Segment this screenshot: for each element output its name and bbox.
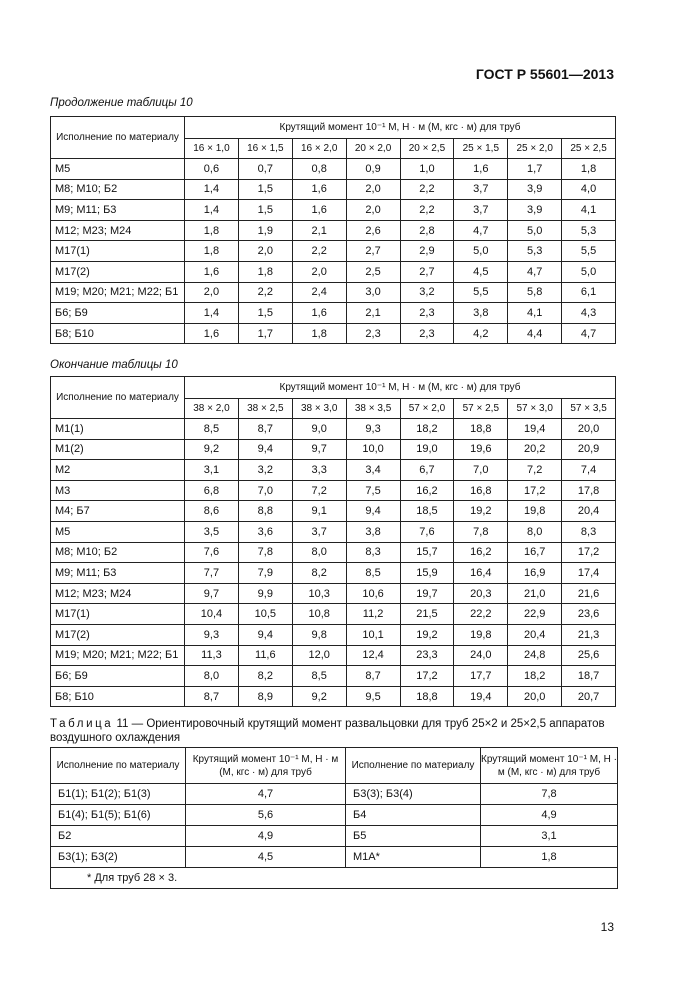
- cell-value: 12,4: [346, 645, 400, 666]
- table-row: [51, 542, 616, 563]
- header-material: Исполнение по материалу: [51, 117, 185, 159]
- cell-value: 17,2: [562, 542, 616, 563]
- cell-value: 3,7: [454, 200, 508, 221]
- table-row: [51, 563, 616, 584]
- material-cell: М1А*: [346, 847, 481, 868]
- cell-value: 2,2: [400, 179, 454, 200]
- row-label: М8; М10; Б2: [51, 179, 185, 200]
- cell-value: 2,7: [346, 241, 400, 262]
- table-row: [51, 419, 616, 440]
- table-row: [51, 220, 616, 241]
- cell-value: 6,8: [185, 480, 239, 501]
- cell-value: 9,4: [238, 624, 292, 645]
- cell-value: 8,0: [508, 521, 562, 542]
- table-row: [51, 645, 616, 666]
- cell-value: 7,2: [508, 460, 562, 481]
- cell-value: 4,1: [508, 303, 562, 324]
- cell-value: 8,7: [185, 686, 239, 707]
- row-label: М12; М23; М24: [51, 583, 185, 604]
- cell-value: 11,2: [346, 604, 400, 625]
- cell-value: 1,8: [562, 159, 616, 180]
- material-cell: Б3(3); Б3(4): [346, 784, 481, 805]
- cell-value: 19,4: [454, 686, 508, 707]
- cell-value: 19,4: [508, 419, 562, 440]
- cell-value: 11,3: [185, 645, 239, 666]
- torque-cell: 5,6: [186, 805, 346, 826]
- cell-value: 3,9: [508, 200, 562, 221]
- row-label: М1(2): [51, 439, 185, 460]
- table-row: [51, 439, 616, 460]
- cell-value: 0,6: [185, 159, 239, 180]
- cell-value: 2,0: [238, 241, 292, 262]
- cell-value: 2,5: [346, 261, 400, 282]
- cell-value: 1,6: [185, 323, 239, 344]
- cell-value: 1,9: [238, 220, 292, 241]
- cell-value: 2,0: [185, 282, 239, 303]
- cell-value: 18,8: [454, 419, 508, 440]
- table-row: [51, 784, 618, 805]
- cell-value: 17,8: [562, 480, 616, 501]
- row-label: М17(1): [51, 241, 185, 262]
- cell-value: 19,2: [400, 624, 454, 645]
- cell-value: 9,4: [238, 439, 292, 460]
- cell-value: 21,6: [562, 583, 616, 604]
- material-cell: Б4: [346, 805, 481, 826]
- material-cell: Б1(4); Б1(5); Б1(6): [51, 805, 186, 826]
- cell-value: 17,2: [400, 666, 454, 687]
- cell-value: 22,2: [454, 604, 508, 625]
- cell-value: 10,8: [292, 604, 346, 625]
- cell-value: 18,2: [400, 419, 454, 440]
- table11-caption-text: 11 — Ориентировочный крутящий момент развальцовки для труб 25×2 и 25×2,5 аппаратов воздушного охлаждения: [50, 718, 605, 744]
- row-label: М17(2): [51, 261, 185, 282]
- cell-value: 4,7: [454, 220, 508, 241]
- torque-cell: 4,5: [186, 847, 346, 868]
- cell-value: 1,6: [292, 303, 346, 324]
- cell-value: 8,3: [346, 542, 400, 563]
- table-row: [51, 282, 616, 303]
- cell-value: 25,6: [562, 645, 616, 666]
- cell-value: 2,0: [346, 200, 400, 221]
- cell-value: 15,7: [400, 542, 454, 563]
- cell-value: 1,6: [292, 200, 346, 221]
- cell-value: 8,9: [238, 686, 292, 707]
- cell-value: 5,0: [454, 241, 508, 262]
- table-row: [51, 159, 616, 180]
- cell-value: 1,7: [508, 159, 562, 180]
- cell-value: 1,0: [400, 159, 454, 180]
- table-row: [51, 666, 616, 687]
- cell-value: 9,8: [292, 624, 346, 645]
- cell-value: 9,7: [185, 583, 239, 604]
- footnote: * Для труб 28 × 3.: [51, 868, 618, 889]
- row-label: М19; М20; М21; М22; Б1: [51, 282, 185, 303]
- cell-value: 5,0: [562, 261, 616, 282]
- cell-value: 9,4: [346, 501, 400, 522]
- table11-caption-word: Таблица: [50, 718, 114, 730]
- cell-value: 8,2: [238, 666, 292, 687]
- cell-value: 20,2: [508, 439, 562, 460]
- cell-value: 2,4: [292, 282, 346, 303]
- cell-value: 1,8: [292, 323, 346, 344]
- size-header: 20 × 2,0: [346, 139, 400, 159]
- cell-value: 7,6: [400, 521, 454, 542]
- cell-value: 18,2: [508, 666, 562, 687]
- table-row: [51, 200, 616, 221]
- table-row: [51, 826, 618, 847]
- cell-value: 3,7: [292, 521, 346, 542]
- cell-value: 2,0: [292, 261, 346, 282]
- cell-value: 4,5: [454, 261, 508, 282]
- cell-value: 24,8: [508, 645, 562, 666]
- cell-value: 4,3: [562, 303, 616, 324]
- cell-value: 8,3: [562, 521, 616, 542]
- material-cell: Б1(1); Б1(2); Б1(3): [51, 784, 186, 805]
- material-cell: Б2: [51, 826, 186, 847]
- table10b-caption: Окончание таблицы 10: [50, 359, 178, 371]
- torque-cell: 3,1: [481, 826, 618, 847]
- cell-value: 2,6: [346, 220, 400, 241]
- size-header: 20 × 2,5: [400, 139, 454, 159]
- cell-value: 17,2: [508, 480, 562, 501]
- table-row: [51, 624, 616, 645]
- table-row: [51, 805, 618, 826]
- header-torque-2: Крутящий момент 10⁻¹ М, Н · м (М, кгс · м) для труб: [481, 748, 618, 784]
- cell-value: 15,9: [400, 563, 454, 584]
- header-torque-1: Крутящий момент 10⁻¹ М, Н · м (М, кгс · м) для труб: [186, 748, 346, 784]
- cell-value: 7,7: [185, 563, 239, 584]
- cell-value: 19,8: [454, 624, 508, 645]
- header-material-1: Исполнение по материалу: [51, 748, 186, 784]
- cell-value: 10,3: [292, 583, 346, 604]
- cell-value: 0,8: [292, 159, 346, 180]
- size-header: 38 × 3,5: [346, 399, 400, 419]
- cell-value: 8,0: [185, 666, 239, 687]
- cell-value: 3,6: [238, 521, 292, 542]
- cell-value: 5,5: [454, 282, 508, 303]
- cell-value: 2,9: [400, 241, 454, 262]
- cell-value: 3,2: [400, 282, 454, 303]
- cell-value: 3,2: [238, 460, 292, 481]
- cell-value: 7,6: [185, 542, 239, 563]
- size-header: 57 × 2,0: [400, 399, 454, 419]
- footnote-row: [51, 868, 618, 889]
- cell-value: 23,6: [562, 604, 616, 625]
- cell-value: 9,5: [346, 686, 400, 707]
- cell-value: 10,5: [238, 604, 292, 625]
- table-row: [51, 583, 616, 604]
- cell-value: 18,7: [562, 666, 616, 687]
- row-label: М12; М23; М24: [51, 220, 185, 241]
- cell-value: 1,6: [185, 261, 239, 282]
- cell-value: 24,0: [454, 645, 508, 666]
- row-label: М2: [51, 460, 185, 481]
- size-header: 38 × 2,0: [185, 399, 239, 419]
- cell-value: 7,2: [292, 480, 346, 501]
- table-row: [51, 604, 616, 625]
- size-header: 25 × 1,5: [454, 139, 508, 159]
- standard-number: ГОСТ Р 55601—2013: [475, 66, 614, 82]
- size-header: 57 × 3,0: [508, 399, 562, 419]
- cell-value: 17,4: [562, 563, 616, 584]
- cell-value: 1,4: [185, 179, 239, 200]
- cell-value: 10,1: [346, 624, 400, 645]
- cell-value: 8,5: [185, 419, 239, 440]
- cell-value: 20,4: [508, 624, 562, 645]
- cell-value: 20,0: [562, 419, 616, 440]
- page-number: 13: [600, 920, 614, 934]
- cell-value: 9,3: [346, 419, 400, 440]
- table-row: [51, 480, 616, 501]
- cell-value: 1,5: [238, 200, 292, 221]
- table-row: [51, 303, 616, 324]
- cell-value: 19,2: [454, 501, 508, 522]
- size-header: 38 × 3,0: [292, 399, 346, 419]
- cell-value: 1,8: [185, 220, 239, 241]
- size-header: 16 × 1,5: [238, 139, 292, 159]
- cell-value: 19,6: [454, 439, 508, 460]
- table-row: [51, 521, 616, 542]
- cell-value: 2,2: [292, 241, 346, 262]
- cell-value: 7,8: [238, 542, 292, 563]
- cell-value: 21,5: [400, 604, 454, 625]
- cell-value: 11,6: [238, 645, 292, 666]
- cell-value: 3,7: [454, 179, 508, 200]
- size-header: 16 × 1,0: [185, 139, 239, 159]
- size-header: 25 × 2,5: [562, 139, 616, 159]
- cell-value: 7,0: [454, 460, 508, 481]
- row-label: М1(1): [51, 419, 185, 440]
- cell-value: 4,1: [562, 200, 616, 221]
- cell-value: 8,2: [292, 563, 346, 584]
- cell-value: 18,8: [400, 686, 454, 707]
- table-11: [50, 747, 618, 889]
- cell-value: 9,0: [292, 419, 346, 440]
- cell-value: 3,8: [346, 521, 400, 542]
- cell-value: 16,7: [508, 542, 562, 563]
- table-row: [51, 261, 616, 282]
- cell-value: 16,8: [454, 480, 508, 501]
- row-label: М5: [51, 159, 185, 180]
- cell-value: 5,8: [508, 282, 562, 303]
- cell-value: 8,7: [238, 419, 292, 440]
- cell-value: 1,4: [185, 200, 239, 221]
- cell-value: 4,0: [562, 179, 616, 200]
- cell-value: 20,4: [562, 501, 616, 522]
- row-label: М9; М11; Б3: [51, 563, 185, 584]
- header-material: Исполнение по материалу: [51, 377, 185, 419]
- size-header: 38 × 2,5: [238, 399, 292, 419]
- cell-value: 7,9: [238, 563, 292, 584]
- cell-value: 5,0: [508, 220, 562, 241]
- cell-value: 3,1: [185, 460, 239, 481]
- row-label: М5: [51, 521, 185, 542]
- cell-value: 20,7: [562, 686, 616, 707]
- table-10-end: [50, 376, 616, 707]
- cell-value: 10,6: [346, 583, 400, 604]
- cell-value: 7,0: [238, 480, 292, 501]
- size-header: 57 × 2,5: [454, 399, 508, 419]
- torque-cell: 4,9: [186, 826, 346, 847]
- row-label: М19; М20; М21; М22; Б1: [51, 645, 185, 666]
- cell-value: 3,0: [346, 282, 400, 303]
- cell-value: 3,4: [346, 460, 400, 481]
- cell-value: 8,7: [346, 666, 400, 687]
- row-label: Б6; Б9: [51, 666, 185, 687]
- table11-caption: [50, 717, 625, 745]
- cell-value: 6,1: [562, 282, 616, 303]
- cell-value: 5,3: [508, 241, 562, 262]
- cell-value: 16,9: [508, 563, 562, 584]
- table-row: [51, 241, 616, 262]
- cell-value: 23,3: [400, 645, 454, 666]
- cell-value: 21,0: [508, 583, 562, 604]
- cell-value: 9,2: [292, 686, 346, 707]
- cell-value: 2,1: [292, 220, 346, 241]
- material-cell: Б3(1); Б3(2): [51, 847, 186, 868]
- cell-value: 1,5: [238, 179, 292, 200]
- cell-value: 7,8: [454, 521, 508, 542]
- cell-value: 19,0: [400, 439, 454, 460]
- cell-value: 8,5: [292, 666, 346, 687]
- row-label: М4; Б7: [51, 501, 185, 522]
- row-label: Б8; Б10: [51, 323, 185, 344]
- row-label: М17(2): [51, 624, 185, 645]
- cell-value: 20,3: [454, 583, 508, 604]
- cell-value: 2,2: [400, 200, 454, 221]
- cell-value: 9,3: [185, 624, 239, 645]
- cell-value: 5,3: [562, 220, 616, 241]
- cell-value: 17,7: [454, 666, 508, 687]
- row-label: Б6; Б9: [51, 303, 185, 324]
- torque-cell: 4,7: [186, 784, 346, 805]
- cell-value: 8,8: [238, 501, 292, 522]
- cell-value: 1,8: [238, 261, 292, 282]
- table-row: [51, 847, 618, 868]
- cell-value: 3,3: [292, 460, 346, 481]
- cell-value: 2,3: [400, 323, 454, 344]
- cell-value: 2,7: [400, 261, 454, 282]
- table-row: [51, 323, 616, 344]
- cell-value: 12,0: [292, 645, 346, 666]
- cell-value: 9,9: [238, 583, 292, 604]
- cell-value: 7,4: [562, 460, 616, 481]
- torque-cell: 1,8: [481, 847, 618, 868]
- torque-cell: 7,8: [481, 784, 618, 805]
- cell-value: 2,3: [346, 323, 400, 344]
- torque-cell: 4,9: [481, 805, 618, 826]
- cell-value: 3,8: [454, 303, 508, 324]
- cell-value: 2,0: [346, 179, 400, 200]
- cell-value: 4,7: [508, 261, 562, 282]
- cell-value: 4,2: [454, 323, 508, 344]
- cell-value: 1,4: [185, 303, 239, 324]
- cell-value: 16,4: [454, 563, 508, 584]
- cell-value: 9,7: [292, 439, 346, 460]
- cell-value: 2,3: [400, 303, 454, 324]
- row-label: М3: [51, 480, 185, 501]
- material-cell: Б5: [346, 826, 481, 847]
- cell-value: 9,2: [185, 439, 239, 460]
- cell-value: 10,0: [346, 439, 400, 460]
- table-row: [51, 179, 616, 200]
- cell-value: 4,4: [508, 323, 562, 344]
- cell-value: 1,7: [238, 323, 292, 344]
- cell-value: 3,9: [508, 179, 562, 200]
- cell-value: 2,8: [400, 220, 454, 241]
- table-10-continuation: [50, 116, 616, 344]
- cell-value: 18,5: [400, 501, 454, 522]
- cell-value: 8,0: [292, 542, 346, 563]
- cell-value: 7,5: [346, 480, 400, 501]
- cell-value: 21,3: [562, 624, 616, 645]
- row-label: М8; М10; Б2: [51, 542, 185, 563]
- header-torque: Крутящий момент 10⁻¹ М, Н · м (М, кгс · м) для труб: [185, 377, 616, 399]
- table-row: [51, 460, 616, 481]
- cell-value: 1,5: [238, 303, 292, 324]
- cell-value: 8,5: [346, 563, 400, 584]
- cell-value: 5,5: [562, 241, 616, 262]
- header-material-2: Исполнение по материалу: [346, 748, 481, 784]
- cell-value: 8,6: [185, 501, 239, 522]
- cell-value: 1,6: [454, 159, 508, 180]
- size-header: 16 × 2,0: [292, 139, 346, 159]
- cell-value: 1,6: [292, 179, 346, 200]
- header-torque: Крутящий момент 10⁻¹ М, Н · м (М, кгс · м) для труб: [185, 117, 616, 139]
- cell-value: 22,9: [508, 604, 562, 625]
- cell-value: 2,1: [346, 303, 400, 324]
- size-header: 57 × 3,5: [562, 399, 616, 419]
- row-label: М17(1): [51, 604, 185, 625]
- cell-value: 4,7: [562, 323, 616, 344]
- cell-value: 16,2: [454, 542, 508, 563]
- row-label: Б8; Б10: [51, 686, 185, 707]
- table-row: [51, 501, 616, 522]
- cell-value: 16,2: [400, 480, 454, 501]
- cell-value: 1,8: [185, 241, 239, 262]
- cell-value: 0,9: [346, 159, 400, 180]
- cell-value: 19,7: [400, 583, 454, 604]
- size-header: 25 × 2,0: [508, 139, 562, 159]
- row-label: М9; М11; Б3: [51, 200, 185, 221]
- cell-value: 20,0: [508, 686, 562, 707]
- cell-value: 19,8: [508, 501, 562, 522]
- cell-value: 10,4: [185, 604, 239, 625]
- cell-value: 2,2: [238, 282, 292, 303]
- cell-value: 9,1: [292, 501, 346, 522]
- cell-value: 3,5: [185, 521, 239, 542]
- cell-value: 6,7: [400, 460, 454, 481]
- table10a-caption: Продолжение таблицы 10: [50, 97, 193, 109]
- cell-value: 20,9: [562, 439, 616, 460]
- cell-value: 0,7: [238, 159, 292, 180]
- table-row: [51, 686, 616, 707]
